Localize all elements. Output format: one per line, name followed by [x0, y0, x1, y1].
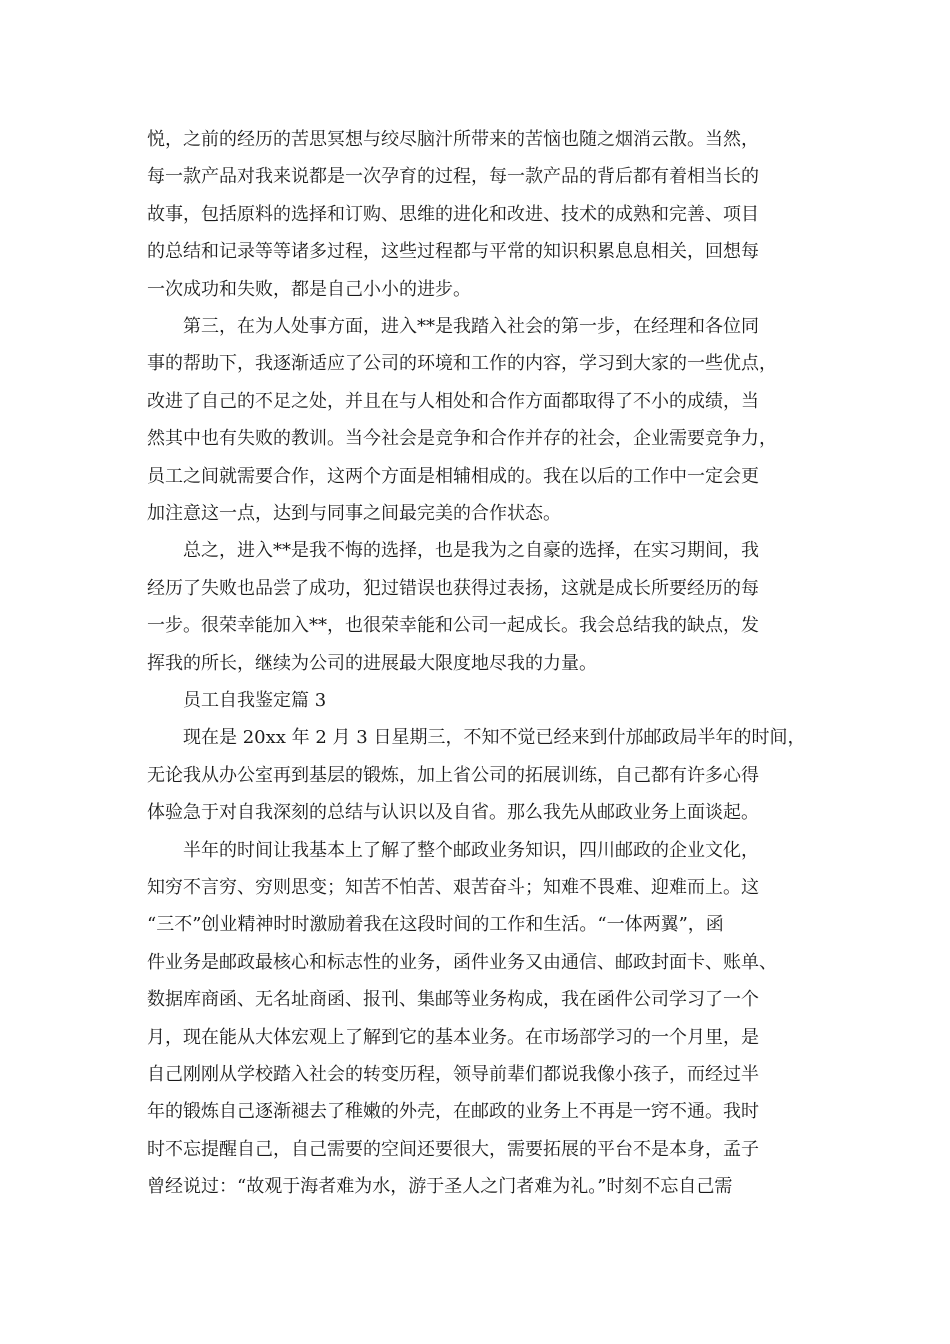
text-line: 一次成功和失败，都是自己小小的进步。: [147, 279, 471, 300]
paragraph-first-line: 第三，在为人处事方面，进入**是我踏入社会的第一步，在经理和各位同: [183, 316, 759, 337]
text-line: 月，现在能从大体宏观上了解到它的基本业务。在市场部学习的一个月里，是: [147, 1027, 759, 1048]
text-line: 体验急于对自我深刻的总结与认识以及自省。那么我先从邮政业务上面谈起。: [147, 802, 759, 823]
text-line: 悦，之前的经历的苦思冥想与绞尽脑汁所带来的苦恼也随之烟消云散。当然，: [147, 129, 759, 150]
text-line: 无论我从办公室再到基层的锻炼，加上省公司的拓展训练，自己都有许多心得: [147, 765, 759, 786]
text-line: 故事，包括原料的选择和订购、思维的进化和改进、技术的成熟和完善、项目: [147, 204, 759, 225]
text-line: 数据库商函、无名址商函、报刊、集邮等业务构成，我在函件公司学习了一个: [147, 989, 759, 1010]
text-line: 员工之间就需要合作，这两个方面是相辅相成的。我在以后的工作中一定会更: [147, 466, 759, 487]
paragraph-first-line: 总之，进入**是我不悔的选择，也是我为之自豪的选择，在实习期间，我: [183, 540, 759, 561]
text-line: 经历了失败也品尝了成功，犯过错误也获得过表扬，这就是成长所要经历的每: [147, 578, 759, 599]
text-line: 时不忘提醒自己，自己需要的空间还要很大，需要拓展的平台不是本身，孟子: [147, 1139, 759, 1160]
text-line: 曾经说过：“故观于海者难为水，游于圣人之门者难为礼。”时刻不忘自己需: [147, 1176, 733, 1197]
text-line: 知穷不言穷、穷则思变；知苦不怕苦、艰苦奋斗；知难不畏难、迎难而上。这: [147, 877, 759, 898]
text-line: 的总结和记录等等诸多过程，这些过程都与平常的知识积累息息相关，回想每: [147, 241, 759, 262]
paragraph-first-line: 现在是 20xx 年 2 月 3 日星期三，不知不觉已经来到什邡邮政局半年的时间，: [183, 727, 806, 748]
text-line: 挥我的所长，继续为公司的进展最大限度地尽我的力量。: [147, 653, 597, 674]
text-line: 改进了自己的不足之处，并且在与人相处和合作方面都取得了不小的成绩，当: [147, 391, 759, 412]
text-line: 每一款产品对我来说都是一次孕育的过程，每一款产品的背后都有着相当长的: [147, 166, 759, 187]
text-line: 然其中也有失败的教训。当今社会是竞争和合作并存的社会，企业需要竞争力，: [147, 428, 777, 449]
text-line: 年的锻炼自己逐渐褪去了稚嫩的外壳，在邮政的业务上不再是一窍不通。我时: [147, 1101, 759, 1122]
text-line: 加注意这一点，达到与同事之间最完美的合作状态。: [147, 503, 561, 524]
paragraph-first-line: 半年的时间让我基本上了解了整个邮政业务知识，四川邮政的企业文化，: [183, 840, 759, 861]
text-line: 一步。很荣幸能加入**，也很荣幸能和公司一起成长。我会总结我的缺点，发: [147, 615, 759, 636]
text-line: 自己刚刚从学校踏入社会的转变历程，领导前辈们都说我像小孩子，而经过半: [147, 1064, 759, 1085]
text-line: 事的帮助下，我逐渐适应了公司的环境和工作的内容，学习到大家的一些优点，: [147, 353, 777, 374]
text-line: 件业务是邮政最核心和标志性的业务，函件业务又由通信、邮政封面卡、账单、: [147, 952, 777, 973]
section-heading: 员工自我鉴定篇 3: [183, 690, 327, 711]
text-line: “三不”创业精神时时激励着我在这段时间的工作和生活。“一体两翼”，函: [147, 914, 724, 935]
